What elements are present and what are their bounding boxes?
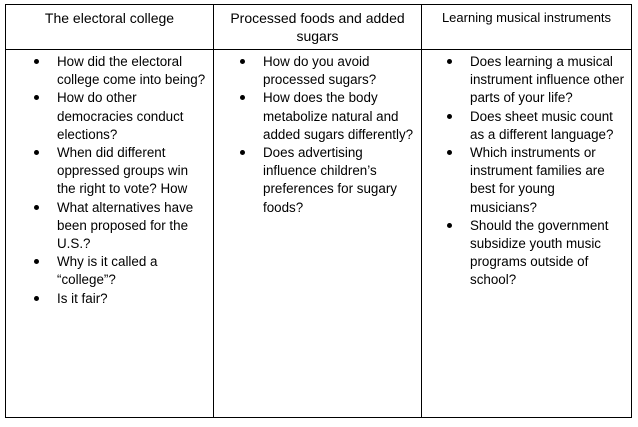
question-item: How did the electoral college come into being?: [57, 53, 207, 89]
question-item: Which instruments or instrument families are best for young musicians?: [470, 144, 625, 217]
musical-instruments-cell: [422, 50, 632, 418]
processed-foods-cell: [214, 50, 422, 418]
column-heading-electoral-college: The electoral college: [6, 5, 214, 50]
question-item: Why is it called a “college”?: [57, 253, 207, 289]
question-item: Does advertising influence children’s preferences for sugary foods?: [263, 144, 415, 217]
questions-row: [6, 50, 632, 418]
question-item: Does learning a musical instrument influence other parts of your life?: [470, 53, 625, 108]
column-heading-musical-instruments: Learning musical instruments: [422, 5, 632, 50]
question-item: Should the government subsidize youth music programs outside of school?: [470, 217, 625, 290]
header-row: [6, 5, 632, 50]
topics-table: [5, 4, 632, 418]
question-item: How do other democracies conduct elections?: [57, 89, 207, 144]
electoral-college-cell: [6, 50, 214, 418]
question-item: How does the body metabolize natural and added sugars differently?: [263, 89, 415, 144]
question-item: How do you avoid processed sugars?: [263, 53, 415, 89]
musical-instruments-question-list: [422, 53, 631, 290]
question-item: Is it fair?: [57, 290, 207, 308]
question-item: When did different oppressed groups win the right to vote? How: [57, 144, 207, 199]
question-item: Does sheet music count as a different language?: [470, 108, 625, 144]
electoral-college-question-list: [6, 53, 213, 308]
column-heading-processed-foods: Processed foods and added sugars: [214, 5, 422, 50]
question-item: What alternatives have been proposed for the U.S.?: [57, 199, 207, 254]
processed-foods-question-list: [214, 53, 421, 217]
